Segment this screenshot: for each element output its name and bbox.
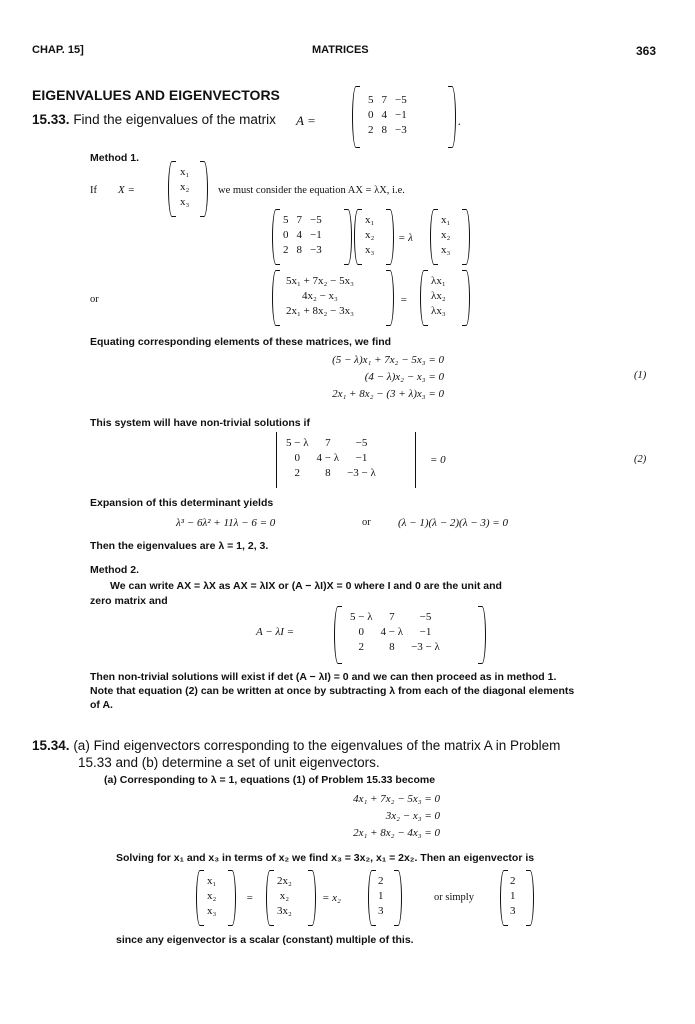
equals-sign: = bbox=[400, 294, 408, 306]
vector-x-rhs bbox=[430, 209, 470, 265]
equals-x2: = x₂ bbox=[322, 892, 341, 904]
matrix-row bbox=[437, 213, 454, 228]
system-1 bbox=[294, 352, 444, 403]
matrix-row bbox=[374, 874, 388, 889]
equals-lambda: = λ bbox=[398, 232, 413, 244]
problem-line-2: 15.33 and (b) determine a set of unit eigenvectors. bbox=[78, 755, 380, 770]
chapter-label: CHAP. 15] bbox=[32, 44, 84, 56]
system-lambda-1 bbox=[296, 791, 440, 842]
matrix-row bbox=[364, 108, 411, 123]
page-number: 363 bbox=[636, 44, 657, 58]
method-2-line-2: zero matrix and bbox=[90, 595, 168, 607]
system-1-eq1: (5 − λ)x₁ + 7x₂ − 5x₃ = 0 bbox=[332, 354, 444, 366]
matrix-row bbox=[282, 436, 380, 451]
matrix-cell: −5 bbox=[419, 611, 432, 623]
matrix-cell: 7 bbox=[325, 437, 331, 449]
matrix-cell: −3 bbox=[395, 124, 407, 136]
matrix-cell: x₁ bbox=[365, 214, 375, 226]
matrix-row bbox=[282, 274, 358, 289]
matrix-row bbox=[282, 304, 358, 319]
consider-text: we must consider the equation AX = λX, i.e. bbox=[218, 185, 405, 196]
nontrivial-text: This system will have non-trivial solutions if bbox=[90, 417, 310, 429]
matrix-cell: λx₁ bbox=[431, 275, 446, 287]
rhs-vector bbox=[420, 270, 470, 326]
matrix-cell: 3 bbox=[378, 905, 384, 917]
matrix-cell: x₃ bbox=[180, 196, 190, 208]
x-lhs: X = bbox=[118, 184, 135, 196]
method-2-line-1: We can write AX = λX as AX = λIX or (A − λI)X = 0 where I and 0 are the unit and bbox=[110, 580, 502, 592]
matrix-cell: 4 − λ bbox=[316, 452, 340, 464]
eigvec-numeric bbox=[368, 870, 402, 926]
problem-line-1: (a) Find eigenvectors corresponding to the eigenvalues of the matrix A in Problem bbox=[73, 738, 561, 753]
equals-1: = bbox=[246, 892, 254, 904]
matrix-a-product bbox=[272, 209, 352, 265]
matrix-cell: x₁ bbox=[207, 875, 217, 887]
or-label: or bbox=[90, 294, 99, 305]
matrix-row bbox=[506, 889, 520, 904]
matrix-cell: 2 bbox=[358, 641, 365, 653]
matrix-row bbox=[506, 904, 520, 919]
matrix-cell: 2 bbox=[283, 244, 289, 256]
matrix-cell: 2x₁ + 8x₂ − 3x₃ bbox=[286, 305, 354, 317]
matrix-cell: −1 bbox=[355, 452, 368, 464]
method-1-label: Method 1. bbox=[90, 152, 139, 164]
determinant-equals: = 0 bbox=[430, 454, 446, 466]
matrix-row bbox=[437, 228, 454, 243]
period: . bbox=[458, 113, 462, 128]
matrix-cell: 3x₂ bbox=[277, 905, 292, 917]
matrix-cell: 8 bbox=[389, 641, 395, 653]
matrix-cell: 0 bbox=[358, 626, 365, 638]
if-label: If bbox=[90, 185, 97, 196]
characteristic-polynomial: λ³ − 6λ² + 11λ − 6 = 0 bbox=[176, 517, 276, 529]
method-2-label: Method 2. bbox=[90, 564, 139, 576]
or-simply-text: or simply bbox=[434, 892, 474, 903]
matrix-cell: x₂ bbox=[365, 229, 375, 241]
matrix-cell: 5 bbox=[283, 214, 289, 226]
vector-x-product bbox=[354, 209, 394, 265]
since-text: since any eigenvector is a scalar (constant) multiple of this. bbox=[116, 934, 414, 946]
problem-15-34-heading bbox=[32, 737, 560, 771]
matrix-cell: 5 − λ bbox=[286, 437, 309, 449]
equation-label-2: (2) bbox=[634, 454, 647, 465]
a-minus-lambda-i-lhs: A − λI = bbox=[256, 626, 295, 638]
matrix-row bbox=[273, 874, 296, 889]
matrix-cell: −1 bbox=[310, 229, 322, 241]
system-1-eq3: 2x₁ + 8x₂ − (3 + λ)x₃ = 0 bbox=[332, 388, 444, 400]
matrix-cell: 4 − λ bbox=[380, 626, 404, 638]
matrix-cell: 2x₂ bbox=[277, 875, 292, 887]
matrix-cell: −1 bbox=[419, 626, 432, 638]
matrix-row bbox=[279, 243, 326, 258]
matrix-row bbox=[437, 243, 454, 258]
or-label-2: or bbox=[362, 517, 371, 528]
matrix-row bbox=[176, 165, 193, 180]
matrix-row bbox=[364, 93, 411, 108]
a-minus-lambda-i-matrix bbox=[334, 606, 486, 664]
method-2-conclusion bbox=[90, 670, 574, 712]
matrix-row bbox=[361, 228, 378, 243]
conclusion-line-3: of A. bbox=[90, 699, 113, 711]
matrix-cell: 5 − λ bbox=[350, 611, 373, 623]
matrix-row bbox=[427, 274, 450, 289]
matrix-row bbox=[282, 289, 358, 304]
matrix-cell: −5 bbox=[355, 437, 368, 449]
matrix-cell: −3 − λ bbox=[347, 467, 376, 479]
eigenvalues-text: Then the eigenvalues are λ = 1, 2, 3. bbox=[90, 540, 269, 552]
matrix-cell: 2 bbox=[368, 124, 374, 136]
matrix-row bbox=[176, 180, 193, 195]
matrix-cell: x₂ bbox=[441, 229, 451, 241]
matrix-cell: 4x₂ − x₃ bbox=[302, 290, 338, 302]
matrix-cell: x₂ bbox=[279, 890, 290, 902]
matrix-cell: 7 bbox=[381, 94, 387, 106]
vector-x bbox=[168, 161, 208, 217]
problem-statement: Find the eigenvalues of the matrix bbox=[73, 112, 276, 127]
conclusion-line-2: Note that equation (2) can be written at once by subtracting λ from each of the diagonal elements bbox=[90, 685, 575, 697]
matrix-row bbox=[273, 889, 296, 904]
matrix-cell: x₁ bbox=[180, 166, 190, 178]
matrix-cell: 2 bbox=[294, 467, 301, 479]
factored-polynomial: (λ − 1)(λ − 2)(λ − 3) = 0 bbox=[398, 517, 508, 529]
matrix-cell: 8 bbox=[296, 244, 302, 256]
conclusion-line-1: Then non-trivial solutions will exist if det (A − λI) = 0 and we can then proceed as in method 1. bbox=[90, 671, 557, 683]
part-a-text: (a) Corresponding to λ = 1, equations (1) of Problem 15.33 become bbox=[104, 774, 436, 786]
matrix-a-lhs: A = bbox=[296, 113, 316, 128]
determinant bbox=[276, 432, 416, 488]
matrix-cell: 0 bbox=[294, 452, 301, 464]
matrix-row bbox=[346, 610, 444, 625]
matrix-cell: x₂ bbox=[180, 181, 190, 193]
matrix-cell: −5 bbox=[395, 94, 407, 106]
eigvec-x bbox=[196, 870, 236, 926]
matrix-cell: 4 bbox=[381, 109, 387, 121]
matrix-row bbox=[176, 195, 193, 210]
matrix-row bbox=[346, 640, 444, 655]
matrix-cell: 3 bbox=[510, 905, 516, 917]
matrix-row bbox=[361, 243, 378, 258]
matrix-cell: 2 bbox=[378, 875, 384, 887]
matrix-cell: 2 bbox=[510, 875, 516, 887]
system-l1-eq1: 4x₁ + 7x₂ − 5x₃ = 0 bbox=[353, 793, 440, 805]
problem-15-33-heading bbox=[32, 112, 276, 127]
matrix-cell: x₃ bbox=[207, 905, 217, 917]
matrix-row bbox=[282, 466, 380, 481]
system-l1-eq2: 3x₂ − x₃ = 0 bbox=[385, 810, 440, 822]
matrix-cell: x₂ bbox=[207, 890, 217, 902]
system-1-eq2: (4 − λ)x₂ − x₃ = 0 bbox=[364, 371, 444, 383]
matrix-cell: 7 bbox=[296, 214, 302, 226]
matrix-cell: 5x₁ + 7x₂ − 5x₃ bbox=[286, 275, 354, 287]
matrix-row bbox=[506, 874, 520, 889]
matrix-row bbox=[273, 904, 296, 919]
matrix-row bbox=[364, 123, 411, 138]
expansion-text: Expansion of this determinant yields bbox=[90, 497, 274, 509]
section-title: EIGENVALUES AND EIGENVECTORS bbox=[32, 87, 280, 103]
matrix-cell: 1 bbox=[510, 890, 516, 902]
matrix-cell: 0 bbox=[368, 109, 374, 121]
matrix-cell: x₃ bbox=[441, 244, 451, 256]
matrix-row bbox=[279, 228, 326, 243]
matrix-row bbox=[279, 213, 326, 228]
matrix-row bbox=[346, 625, 444, 640]
matrix-row bbox=[282, 451, 380, 466]
matrix-row bbox=[427, 289, 450, 304]
matrix-cell: λx₂ bbox=[431, 290, 446, 302]
matrix-cell: −3 − λ bbox=[411, 641, 440, 653]
equation-label-1: (1) bbox=[634, 370, 647, 381]
matrix-cell: 4 bbox=[296, 229, 302, 241]
matrix-row bbox=[203, 904, 220, 919]
matrix-row bbox=[427, 304, 450, 319]
running-title: MATRICES bbox=[312, 44, 369, 56]
matrix-cell: −1 bbox=[395, 109, 407, 121]
equating-text: Equating corresponding elements of these matrices, we find bbox=[90, 336, 392, 348]
eigvec-simple bbox=[500, 870, 534, 926]
matrix-row bbox=[374, 889, 388, 904]
matrix-cell: x₃ bbox=[365, 244, 375, 256]
matrix-cell: −3 bbox=[310, 244, 322, 256]
lhs-vector bbox=[272, 270, 394, 326]
matrix-cell: 8 bbox=[381, 124, 387, 136]
matrix-row bbox=[203, 874, 220, 889]
matrix-cell: 5 bbox=[368, 94, 374, 106]
matrix-a bbox=[352, 86, 456, 148]
matrix-cell: x₁ bbox=[441, 214, 451, 226]
matrix-cell: 1 bbox=[378, 890, 384, 902]
matrix-row bbox=[361, 213, 378, 228]
solving-text: Solving for x₁ and x₃ in terms of x₂ we find x₃ = 3x₂, x₁ = 2x₂. Then an eigenvector is bbox=[116, 852, 535, 864]
eigvec-x2 bbox=[266, 870, 316, 926]
matrix-cell: λx₃ bbox=[431, 305, 446, 317]
problem-number: 15.33. bbox=[32, 112, 70, 127]
problem-number: 15.34. bbox=[32, 738, 70, 753]
matrix-cell: −5 bbox=[310, 214, 322, 226]
matrix-cell: 7 bbox=[389, 611, 395, 623]
system-l1-eq3: 2x₁ + 8x₂ − 4x₃ = 0 bbox=[353, 827, 440, 839]
matrix-row bbox=[203, 889, 220, 904]
matrix-cell: 8 bbox=[325, 467, 331, 479]
matrix-row bbox=[374, 904, 388, 919]
matrix-cell: 0 bbox=[283, 229, 289, 241]
